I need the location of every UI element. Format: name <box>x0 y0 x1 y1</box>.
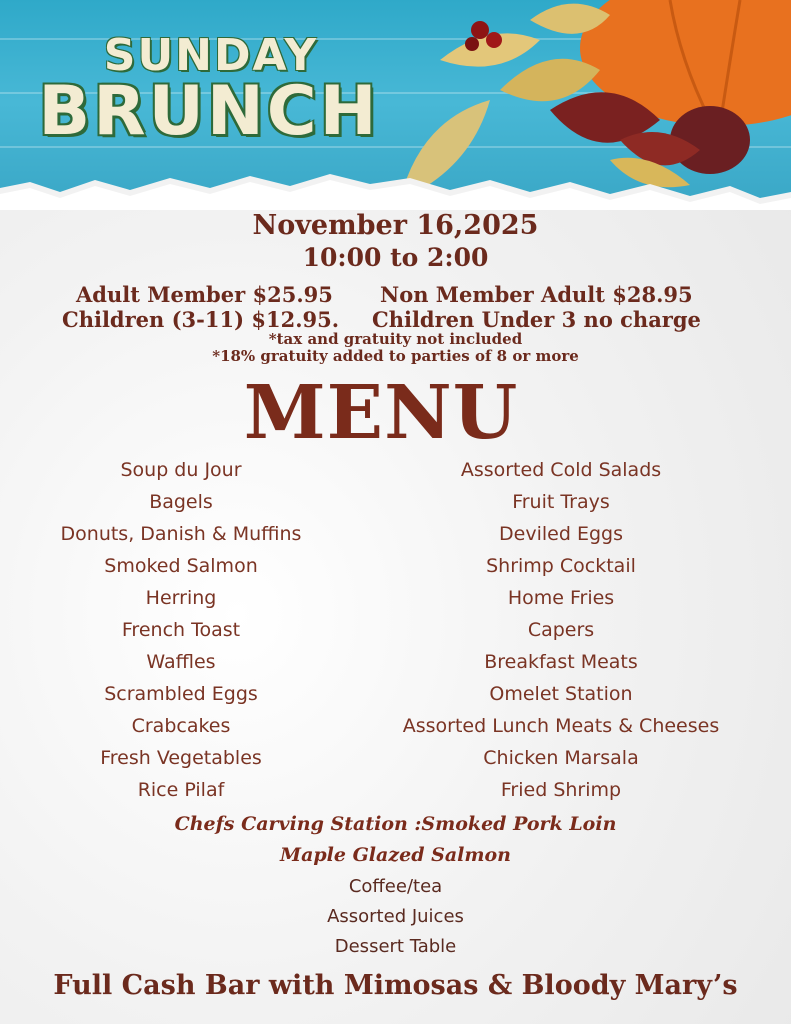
menu-item: Fresh Vegetables <box>100 747 262 769</box>
menu-item: Omelet Station <box>489 683 633 705</box>
price-children: Children (3-11) $12.95. <box>62 307 340 332</box>
menu-item: French Toast <box>121 619 241 641</box>
menu-item: Deviled Eggs <box>499 523 623 545</box>
featured-maple-salmon: Maple Glazed Salmon <box>280 844 511 866</box>
menu-item: Capers <box>527 619 595 641</box>
menu-item: Crabcakes <box>131 715 231 737</box>
note-tax: *tax and gratuity not included <box>268 330 523 348</box>
menu-title: MENU <box>243 370 519 456</box>
price-adult-member: Adult Member $25.95 <box>76 282 333 307</box>
menu-left-column <box>20 456 342 808</box>
extra-item: Assorted Juices <box>327 906 464 927</box>
price-non-member-adult: Non Member Adult $28.95 <box>380 282 693 307</box>
torn-paper-edge <box>0 170 791 210</box>
menu-item: Shrimp Cocktail <box>486 555 636 577</box>
menu-item: Rice Pilaf <box>137 779 225 801</box>
event-date: November 16,2025 <box>252 210 539 241</box>
menu-item: Assorted Lunch Meats & Cheeses <box>402 715 720 737</box>
menu-item: Home Fries <box>507 587 615 609</box>
note-gratuity: *18% gratuity added to parties of 8 or more <box>212 347 579 365</box>
menu-item: Breakfast Meats <box>484 651 638 673</box>
price-children-under-3: Children Under 3 no charge <box>372 307 701 332</box>
menu-item: Soup du Jour <box>120 459 242 481</box>
footer-cash-bar: Full Cash Bar with Mimosas & Bloody Mary’s <box>53 970 738 1001</box>
featured-carving-station: Chefs Carving Station :Smoked Pork Loin <box>174 813 617 835</box>
menu-right-column <box>380 456 742 808</box>
title-sunday: SUNDAY <box>103 30 319 81</box>
title-brunch: BRUNCH <box>38 72 380 151</box>
menu-item: Fruit Trays <box>512 491 610 513</box>
menu-item: Smoked Salmon <box>104 555 258 577</box>
extra-item: Dessert Table <box>334 936 457 957</box>
extra-item: Coffee/tea <box>348 876 443 897</box>
menu-item: Bagels <box>149 491 213 513</box>
menu-item: Scrambled Eggs <box>104 683 258 705</box>
menu-item: Herring <box>145 587 217 609</box>
menu-item: Fried Shrimp <box>500 779 622 801</box>
event-time: 10:00 to 2:00 <box>302 243 489 272</box>
menu-item: Assorted Cold Salads <box>460 459 662 481</box>
menu-item: Waffles <box>146 651 216 673</box>
menu-item: Donuts, Danish & Muffins <box>60 523 302 545</box>
menu-item: Chicken Marsala <box>483 747 639 769</box>
